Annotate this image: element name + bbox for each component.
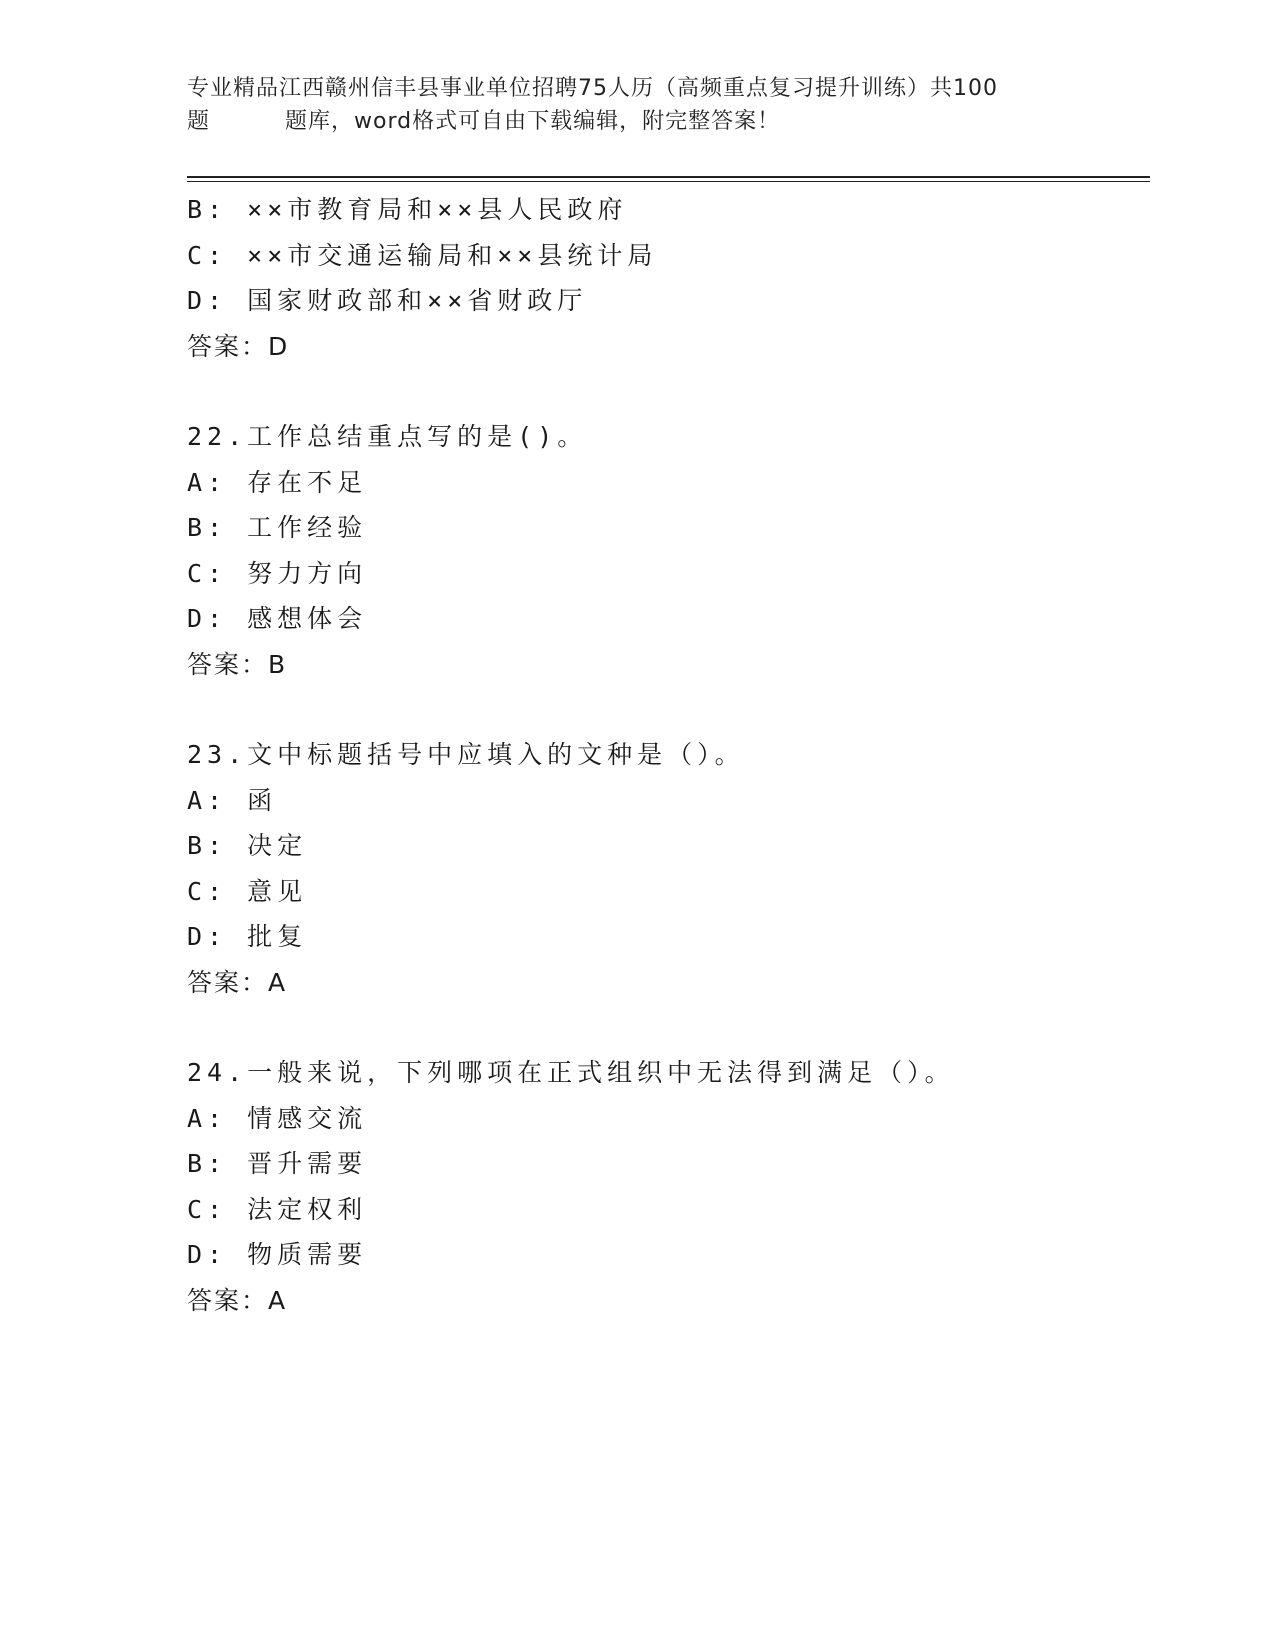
header-title-line2-start: 题 (187, 109, 211, 134)
option-d: D: 批复 (187, 922, 308, 951)
question-text: 22.工作总结重点写的是()。 (187, 422, 588, 451)
option-b: B: 工作经验 (187, 513, 368, 542)
block-spacer (187, 369, 1147, 414)
header-title-line2 (187, 105, 1067, 138)
block-spacer (187, 1005, 1147, 1050)
answer-line: 答案：A (187, 967, 288, 997)
header-title-line2-rest: 题库，word格式可自由下载编辑，附完整答案！ (285, 109, 781, 134)
option-a: A: 存在不足 (187, 467, 368, 497)
option-b: B: ××市教育局和××县人民政府 (187, 195, 628, 224)
option-c: C: 努力方向 (187, 558, 368, 588)
answer-line: 答案：B (187, 649, 288, 679)
option-c: C: 意见 (187, 876, 308, 906)
question-text: 23.文中标题括号中应填入的文种是（）。 (187, 740, 745, 769)
option-d: D: 物质需要 (187, 1240, 368, 1269)
option-c: C: 法定权利 (187, 1194, 368, 1224)
option-b: B: 决定 (187, 831, 308, 860)
question-list (187, 187, 1147, 1323)
question-block (187, 414, 1147, 687)
block-spacer (187, 687, 1147, 732)
answer-line: 答案：A (187, 1285, 288, 1315)
question-text: 24.一般来说，下列哪项在正式组织中无法得到满足（）。 (187, 1058, 955, 1087)
option-b: B: 晋升需要 (187, 1149, 368, 1178)
option-c: C: ××市交通运输局和××县统计局 (187, 240, 658, 270)
option-a: A: 函 (187, 785, 278, 815)
question-block (187, 732, 1147, 1005)
header-divider-thick (187, 176, 1150, 178)
question-block (187, 1050, 1147, 1323)
option-d: D: 感想体会 (187, 604, 368, 633)
header-title-line1: 专业精品江西赣州信丰县事业单位招聘75人历（高频重点复习提升训练）共100 (187, 76, 998, 101)
option-d: D: 国家财政部和××省财政厅 (187, 286, 588, 315)
option-a: A: 情感交流 (187, 1103, 368, 1133)
header-divider-thin (187, 181, 1150, 182)
question-block (187, 187, 1147, 369)
answer-line: 答案：D (187, 331, 290, 361)
document-header (187, 72, 1067, 138)
